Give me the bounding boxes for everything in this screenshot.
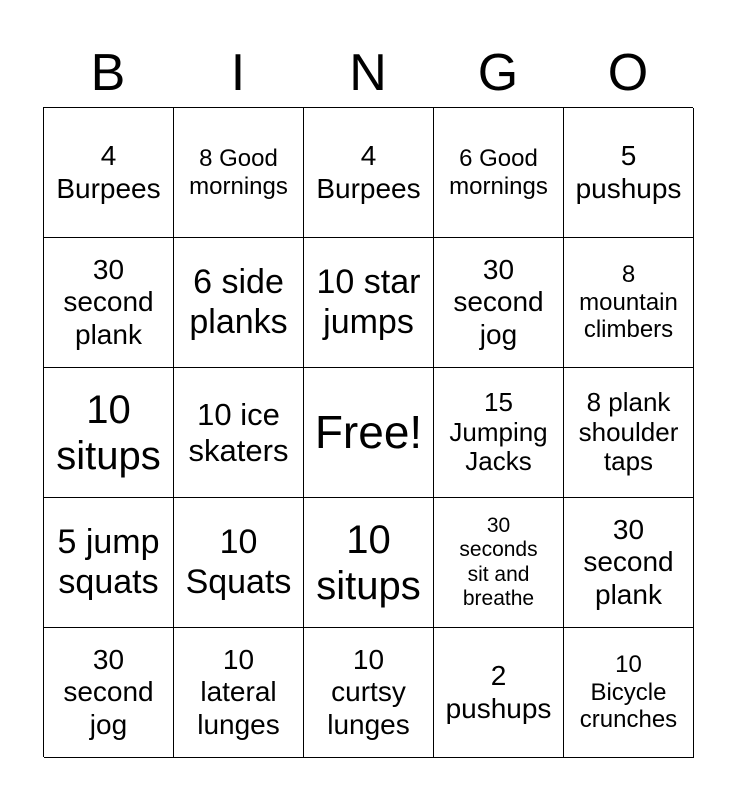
bingo-cell[interactable] (304, 628, 434, 758)
cell-text: 5 jump squats (57, 523, 160, 601)
cell-text: 5 pushups (575, 140, 682, 204)
cell-text: 6 Good mornings (449, 144, 548, 200)
bingo-cell[interactable] (434, 498, 564, 628)
bingo-cell[interactable] (564, 628, 694, 758)
free-space-text: Free! (314, 406, 423, 459)
free-space-cell[interactable] (304, 368, 434, 498)
bingo-cell[interactable] (304, 238, 434, 368)
bingo-cell[interactable] (174, 238, 304, 368)
bingo-cell[interactable] (44, 108, 174, 238)
bingo-card-grid (43, 107, 693, 757)
header-letter-o: O (607, 44, 649, 102)
bingo-cell[interactable] (564, 498, 694, 628)
cell-text: 10 curtsy lunges (327, 644, 410, 740)
header-letter-i: I (230, 44, 246, 102)
cell-text: 30 second plank (583, 514, 674, 610)
cell-text: 10 star jumps (316, 263, 421, 341)
bingo-cell[interactable] (564, 238, 694, 368)
cell-text: 2 pushups (445, 660, 552, 724)
cell-text: 10 situps (56, 387, 161, 478)
bingo-cell[interactable] (44, 368, 174, 498)
header-letter-n: N (349, 44, 387, 102)
bingo-cell[interactable] (304, 498, 434, 628)
cell-text: 10 situps (316, 517, 421, 608)
bingo-cell[interactable] (174, 628, 304, 758)
cell-text: 30 second jog (453, 254, 544, 350)
bingo-cell[interactable] (564, 108, 694, 238)
bingo-cell[interactable] (304, 108, 434, 238)
bingo-cell[interactable] (174, 498, 304, 628)
bingo-cell[interactable] (434, 238, 564, 368)
cell-text: 4 Burpees (316, 140, 421, 204)
cell-text: 30 seconds sit and breathe (459, 514, 538, 610)
header-letter-g: G (477, 44, 519, 102)
bingo-cell[interactable] (44, 498, 174, 628)
bingo-header (43, 40, 693, 106)
cell-text: 10 Bicycle crunches (579, 651, 678, 734)
bingo-cell[interactable] (434, 368, 564, 498)
cell-text: 4 Burpees (56, 140, 161, 204)
cell-text: 8 plank shoulder taps (578, 386, 679, 477)
cell-text: 8 mountain climbers (579, 261, 678, 344)
cell-text: 6 side planks (189, 263, 288, 341)
cell-text: 15 Jumping Jacks (449, 386, 548, 477)
cell-text: 10 lateral lunges (197, 644, 280, 740)
bingo-cell[interactable] (564, 368, 694, 498)
cell-text: 10 Squats (185, 523, 292, 601)
header-letter-b: B (90, 44, 126, 102)
cell-text: 30 second jog (63, 644, 154, 740)
bingo-cell[interactable] (44, 238, 174, 368)
cell-text: 8 Good mornings (189, 144, 288, 200)
bingo-cell[interactable] (44, 628, 174, 758)
cell-text: 30 second plank (63, 254, 154, 350)
bingo-cell[interactable] (434, 628, 564, 758)
bingo-cell[interactable] (434, 108, 564, 238)
bingo-cell[interactable] (174, 368, 304, 498)
cell-text: 10 ice skaters (188, 396, 289, 468)
bingo-cell[interactable] (174, 108, 304, 238)
